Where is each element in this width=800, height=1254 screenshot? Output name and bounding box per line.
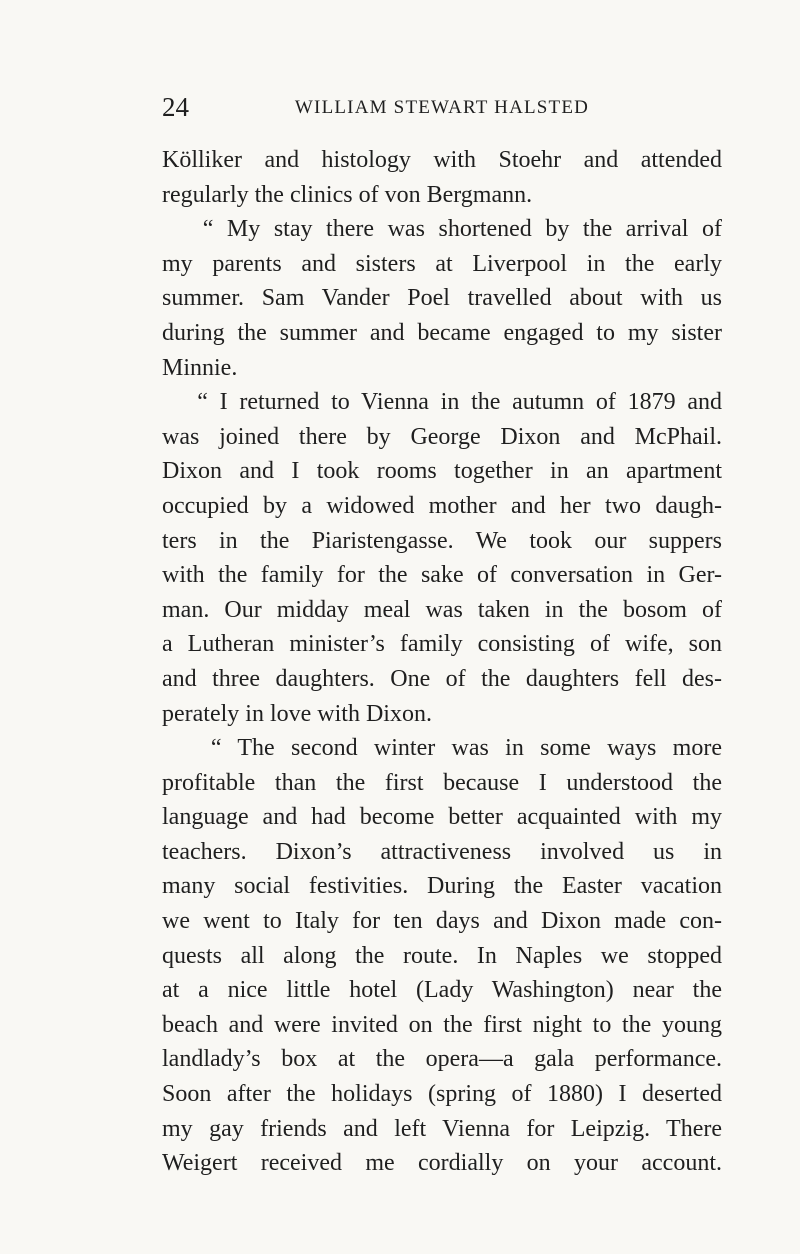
text-line: many social festivities. During the Easter vacation <box>162 873 722 900</box>
running-head: WILLIAM STEWART HALSTED <box>294 97 590 118</box>
text-line: quests all along the route. In Naples we stopped <box>162 942 722 969</box>
text-line: “ The second winter was in some ways more <box>162 735 722 762</box>
page-number: 24 <box>162 92 189 122</box>
text-line: my gay friends and left Vienna for Leipzig. There <box>162 1115 722 1142</box>
page-header <box>162 92 722 122</box>
text-line: beach and were invited on the first night to the young <box>162 1011 722 1038</box>
text-line: language and had become better acquainted with my <box>162 804 722 831</box>
text-line: regularly the clinics of von Bergmann. <box>162 181 533 208</box>
text-line: “ My stay there was shortened by the arrival of <box>162 216 722 243</box>
text-line: Dixon and I took rooms together in an apartment <box>162 458 722 485</box>
body-text <box>162 143 722 1181</box>
text-line: “ I returned to Vienna in the autumn of 1879 and <box>162 389 722 416</box>
text-line: Weigert received me cordially on your account. <box>162 1150 722 1177</box>
text-line: man. Our midday meal was taken in the bosom of <box>162 596 722 623</box>
text-line: landlady’s box at the opera—a gala performance. <box>162 1046 722 1073</box>
text-line: was joined there by George Dixon and McPhail. <box>162 423 722 450</box>
text-line: with the family for the sake of conversation in Ger- <box>162 562 722 589</box>
text-line: a Lutheran minister’s family consisting of wife, son <box>162 631 722 658</box>
text-line: occupied by a widowed mother and her two daugh- <box>162 492 722 519</box>
text-line: Soon after the holidays (spring of 1880) I deserted <box>162 1081 722 1108</box>
text-line: teachers. Dixon’s attractiveness involved us in <box>162 838 722 865</box>
text-line: we went to Italy for ten days and Dixon made con- <box>162 908 722 935</box>
text-line: summer. Sam Vander Poel travelled about with us <box>162 285 722 312</box>
text-line: my parents and sisters at Liverpool in the early <box>162 250 722 277</box>
text-line: profitable than the first because I understood the <box>162 769 722 796</box>
text-line: and three daughters. One of the daughters fell des- <box>162 665 722 692</box>
text-line: ters in the Piaristengasse. We took our suppers <box>162 527 722 554</box>
text-line: Minnie. <box>162 354 238 381</box>
text-line: during the summer and became engaged to my sister <box>162 319 722 346</box>
text-line: perately in love with Dixon. <box>162 700 432 727</box>
text-line: at a nice little hotel (Lady Washington) near the <box>162 977 722 1004</box>
text-line: Kölliker and histology with Stoehr and attended <box>162 147 722 173</box>
